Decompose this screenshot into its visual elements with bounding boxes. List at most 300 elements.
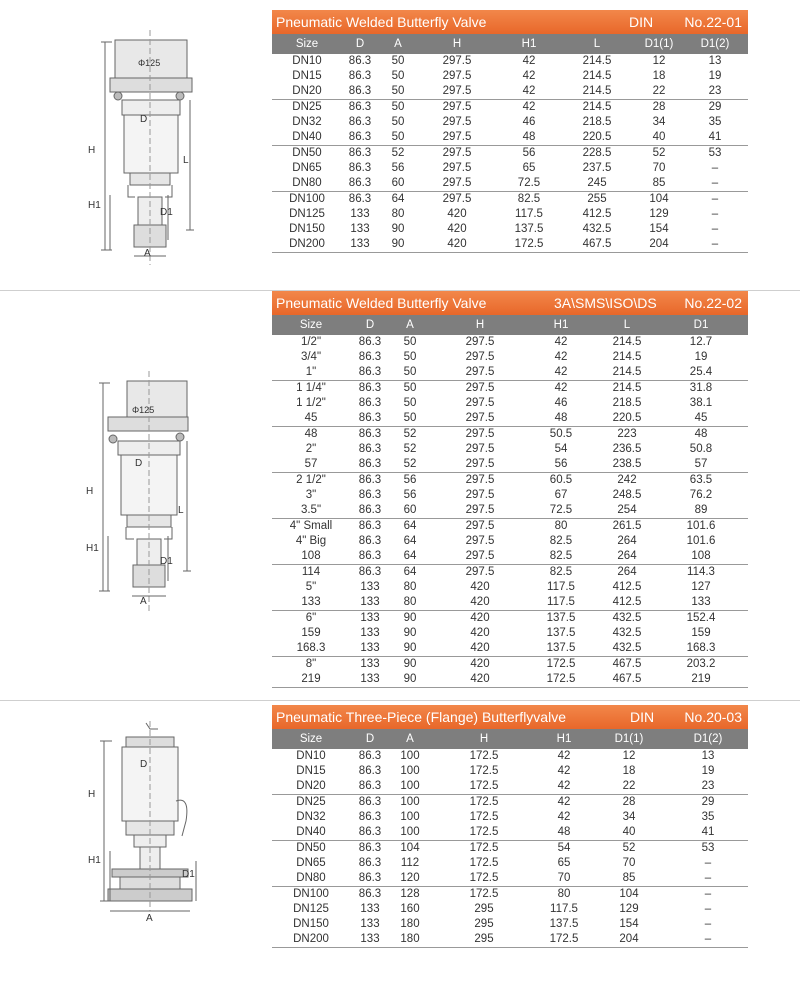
table-cell: 50 [403,412,417,424]
table-cell: 467.5 [582,238,612,250]
table-cell: 42 [554,366,568,378]
table-cell: 220.5 [582,131,612,143]
table-cell: 35 [708,116,722,128]
table-cell: 297.5 [442,131,472,143]
table-cell: 86.3 [348,70,372,82]
table-cell: 133 [360,642,380,654]
table-row [272,222,748,237]
table-cell: 133 [360,933,380,945]
dim-H-label: H [86,486,94,497]
table-cell: 19 [708,70,722,82]
table-cell: 133 [360,658,380,670]
table-cell: 52 [403,443,417,455]
table-cell: 56 [522,147,536,159]
table-cell: 297.5 [442,55,472,67]
table-cell: 86.3 [358,796,382,808]
table-cell: 168.3 [296,642,326,654]
table-cell: 220.5 [612,412,642,424]
column-header: H1 [521,38,537,50]
table-cell: 297.5 [465,535,495,547]
column-header: D1(2) [700,38,730,50]
table-cell: 261.5 [612,520,642,532]
column-header: H1 [553,319,569,331]
table-cell: DN150 [293,918,329,930]
actuator-valve-diagram [0,291,270,700]
table-cell: 86.3 [358,458,382,470]
column-header: L [593,38,601,50]
table-cell: – [704,933,712,945]
table-cell: 65 [557,857,571,869]
table-cell: 86.3 [358,504,382,516]
table-cell: 54 [557,842,571,854]
table-cell: 172.5 [469,872,499,884]
table-row [272,146,748,161]
table-cell: 41 [708,131,722,143]
column-header: D1(2) [693,733,723,745]
table-cell: 86.3 [358,443,382,455]
table-cell: 218.5 [582,116,612,128]
table-cell: DN32 [292,116,322,128]
table-cell: DN200 [293,933,329,945]
table-cell: 86.3 [358,811,382,823]
table-cell: 50 [403,351,417,363]
table-cell: 3.5" [300,504,322,516]
table-row [272,69,748,84]
column-header: D [355,38,365,50]
table-cell: 133 [301,596,321,608]
table-cell: DN10 [292,55,322,67]
table-cell: 86.3 [358,412,382,424]
table-cell: 86.3 [348,85,372,97]
table-cell: 52 [391,147,405,159]
table-cell: 159 [301,627,321,639]
table-cell: 86.3 [358,351,382,363]
table-cell: 214.5 [582,70,612,82]
table-cell: 420 [470,627,490,639]
dim-D1-label: D1 [182,869,195,880]
table-cell: 420 [470,642,490,654]
table-cell: 129 [619,903,639,915]
table-cell: 172.5 [514,238,544,250]
table-body [272,54,748,253]
table-cell: – [711,193,719,205]
table-cell: 100 [400,811,420,823]
table-cell: 297.5 [442,101,472,113]
table-row [272,825,748,840]
table-standard: 3A\SMS\ISO\DS [554,295,657,311]
table-cell: 56 [403,474,417,486]
table-cell: 80 [554,520,568,532]
table-cell: 420 [470,596,490,608]
table-cell: 180 [400,918,420,930]
table-cell: 80 [391,208,405,220]
table-cell: 104 [649,193,669,205]
table-cell: 56 [391,162,405,174]
table-cell: 420 [447,223,467,235]
dia-label: Φ125 [138,58,161,68]
table-cell: 82.5 [517,193,541,205]
spec-table-22-01 [272,10,748,253]
table-cell: – [704,872,712,884]
table-cell: 137.5 [546,642,576,654]
valve-drawing-20-03 [0,701,270,980]
table-title: Pneumatic Three-Piece (Flange) Butterflyvalve [276,709,566,725]
table-cell: 90 [391,223,405,235]
table-cell: 137.5 [549,918,579,930]
table-cell: – [711,238,719,250]
table-cell: 50 [403,397,417,409]
table-cell: 432.5 [582,223,612,235]
row-group [272,841,748,887]
table-cell: 133 [360,918,380,930]
table-cell: 133 [360,673,380,685]
table-cell: DN25 [292,101,322,113]
table-cell: 86.3 [358,366,382,378]
table-cell: 172.5 [469,780,499,792]
table-cell: 297.5 [465,566,495,578]
table-cell: 133 [360,596,380,608]
table-cell: 238.5 [612,458,642,470]
table-cell: 172.5 [469,796,499,808]
table-cell: 237.5 [582,162,612,174]
table-header-row [272,729,748,749]
table-cell: 60 [391,177,405,189]
table-cell: 86.3 [358,428,382,440]
table-cell: 228.5 [582,147,612,159]
table-cell: 172.5 [469,765,499,777]
table-cell: 53 [708,147,722,159]
table-row [272,237,748,252]
table-cell: 242 [617,474,637,486]
table-cell: 432.5 [612,627,642,639]
table-cell: 154 [649,223,669,235]
table-cell: 420 [470,581,490,593]
table-cell: 432.5 [612,612,642,624]
table-cell: DN20 [292,85,322,97]
table-cell: 38.1 [689,397,713,409]
table-cell: DN80 [292,177,322,189]
table-cell: DN100 [293,888,329,900]
table-cell: 297.5 [465,351,495,363]
table-cell: 42 [557,765,571,777]
table-cell: 5" [305,581,317,593]
table-cell: DN50 [296,842,326,854]
table-cell: 63.5 [689,474,713,486]
table-row [272,657,748,672]
table-row [272,350,748,365]
table-row [272,130,748,145]
table-cell: 40 [652,131,666,143]
table-row [272,856,748,871]
row-group [272,473,748,519]
table-cell: DN65 [292,162,322,174]
table-cell: 159 [691,627,711,639]
table-cell: 86.3 [348,131,372,143]
table-cell: 80 [557,888,571,900]
table-cell: 50 [391,131,405,143]
table-cell: 86.3 [358,382,382,394]
table-cell: 214.5 [612,366,642,378]
row-group [272,519,748,565]
table-cell: 65 [522,162,536,174]
table-cell: DN40 [296,826,326,838]
table-cell: 297.5 [442,70,472,82]
table-cell: 1/2" [300,336,322,348]
table-row [272,565,748,580]
table-cell: 13 [708,55,722,67]
table-cell: DN40 [292,131,322,143]
table-row [272,503,748,518]
valve-drawing-22-01 [0,0,270,290]
table-cell: 420 [447,208,467,220]
table-row [272,841,748,856]
table-cell: 104 [400,842,420,854]
table-cell: 297.5 [442,85,472,97]
table-title: Pneumatic Welded Butterfly Valve [276,14,487,30]
column-header: D1 [693,319,709,331]
dim-D-label: D [140,114,148,125]
table-cell: 50 [391,70,405,82]
table-cell: – [711,162,719,174]
table-row [272,519,748,534]
table-row [272,427,748,442]
dim-L-label: L [183,155,189,166]
table-cell: 86.3 [358,780,382,792]
table-body [272,749,748,948]
table-cell: 86.3 [348,177,372,189]
table-cell: 432.5 [612,642,642,654]
table-cell: 52 [622,842,636,854]
column-header: D1(1) [644,38,674,50]
table-cell: 117.5 [550,903,578,915]
table-cell: 19 [701,765,715,777]
column-header: Size [299,733,323,745]
table-cell: 203.2 [686,658,716,670]
table-cell: 214.5 [612,382,642,394]
table-cell: 172.5 [469,750,499,762]
table-cell: 18 [652,70,666,82]
table-row [272,473,748,488]
column-header: A [394,38,402,50]
table-cell: 223 [617,428,637,440]
table-cell: 295 [474,933,494,945]
row-group [272,335,748,381]
table-cell: 129 [649,208,669,220]
table-row [272,764,748,779]
table-cell: 70 [557,872,571,884]
table-cell: 48 [694,428,708,440]
table-cell: 12.7 [689,336,713,348]
spec-table-20-03 [272,705,748,948]
table-cell: 22 [622,780,636,792]
table-cell: 42 [522,85,536,97]
table-cell: 254 [617,504,637,516]
table-cell: 133 [350,238,370,250]
table-cell: 172.5 [469,811,499,823]
table-cell: 85 [652,177,666,189]
table-cell: 80 [403,581,417,593]
table-cell: – [704,918,712,930]
table-cell: 70 [652,162,666,174]
table-banner [272,10,748,34]
table-cell: 12 [652,55,666,67]
table-cell: 13 [701,750,715,762]
table-cell: 60.5 [549,474,573,486]
table-cell: 42 [557,796,571,808]
table-cell: – [704,903,712,915]
table-cell: 100 [400,826,420,838]
table-cell: 76.2 [689,489,713,501]
table-standard: DIN [630,709,655,725]
table-cell: 86.3 [358,566,382,578]
table-header-row [272,315,748,335]
table-cell: 86.3 [358,888,382,900]
table-cell: 45 [304,412,318,424]
table-cell: 34 [622,811,636,823]
table-cell: 67 [554,489,568,501]
table-cell: 64 [403,535,417,547]
table-cell: DN65 [296,857,326,869]
table-cell: 412.5 [612,581,642,593]
table-cell: 172.5 [469,857,499,869]
table-number: No.20-03 [684,709,742,725]
table-cell: 127 [691,581,711,593]
table-banner [272,705,748,729]
section-20-03 [0,701,800,980]
table-cell: 54 [554,443,568,455]
table-cell: 297.5 [465,520,495,532]
table-cell: 297.5 [465,336,495,348]
table-cell: 90 [403,627,417,639]
table-standard: DIN [629,14,654,30]
table-cell: 86.3 [358,857,382,869]
table-cell: 255 [587,193,607,205]
table-cell: 41 [701,826,715,838]
table-cell: 172.5 [546,658,576,670]
table-cell: 90 [391,238,405,250]
table-cell: 412.5 [582,208,612,220]
table-cell: 295 [474,903,494,915]
table-cell: 4" Big [295,535,327,547]
table-row [272,887,748,902]
row-group [272,54,748,100]
table-cell: 29 [701,796,715,808]
table-row [272,442,748,457]
table-cell: 2" [305,443,317,455]
table-cell: 42 [522,101,536,113]
table-cell: 8" [305,658,317,670]
table-cell: 297.5 [465,504,495,516]
table-body [272,335,748,688]
table-cell: 120 [400,872,420,884]
table-cell: 133 [691,596,711,608]
table-cell: 168.3 [686,642,716,654]
table-cell: 50.8 [689,443,713,455]
actuator-valve-diagram [0,0,270,290]
table-cell: 23 [701,780,715,792]
table-cell: 467.5 [612,673,642,685]
table-cell: 420 [470,612,490,624]
table-row [272,779,748,794]
table-cell: 264 [617,535,637,547]
table-row [272,534,748,549]
table-cell: – [704,857,712,869]
row-group [272,887,748,948]
flange-valve-diagram [0,701,270,980]
dim-A-label: A [144,248,151,259]
table-row [272,549,748,564]
column-header: Size [299,319,323,331]
table-cell: 297.5 [465,412,495,424]
table-row [272,595,748,610]
table-cell: 2 1/2" [296,474,326,486]
table-cell: 42 [557,811,571,823]
table-cell: 12 [622,750,636,762]
table-cell: 45 [694,412,708,424]
table-cell: 100 [400,796,420,808]
row-group [272,611,748,657]
table-cell: 50 [403,382,417,394]
table-cell: 48 [557,826,571,838]
table-cell: 86.3 [358,765,382,777]
table-cell: 42 [522,55,536,67]
table-cell: 82.5 [549,535,573,547]
table-row [272,611,748,626]
table-cell: 297.5 [465,474,495,486]
table-cell: 412.5 [612,596,642,608]
table-cell: 86.3 [348,101,372,113]
dim-H1-label: H1 [88,200,101,211]
table-cell: 219 [301,673,321,685]
table-cell: 297.5 [442,147,472,159]
table-cell: 64 [403,520,417,532]
table-cell: 64 [391,193,405,205]
table-cell: 297.5 [465,443,495,455]
table-row [272,115,748,130]
table-cell: 56 [554,458,568,470]
table-cell: DN15 [296,765,326,777]
table-cell: 3" [305,489,317,501]
table-cell: 3/4" [300,351,322,363]
table-cell: 46 [522,116,536,128]
table-cell: 86.3 [358,336,382,348]
row-group [272,749,748,795]
table-cell: 42 [557,780,571,792]
table-cell: 236.5 [612,443,642,455]
table-row [272,641,748,656]
table-cell: DN10 [296,750,326,762]
table-cell: 100 [400,780,420,792]
column-header: H [479,733,489,745]
table-cell: 133 [360,903,380,915]
table-cell: 218.5 [612,397,642,409]
table-cell: 101.6 [686,520,716,532]
table-cell: 152.4 [686,612,716,624]
table-cell: 86.3 [358,826,382,838]
dim-D-label: D [140,759,148,770]
table-cell: 35 [701,811,715,823]
table-cell: 80 [403,596,417,608]
table-row [272,810,748,825]
table-cell: 90 [403,673,417,685]
table-cell: DN15 [292,70,322,82]
table-cell: 137.5 [546,612,576,624]
table-cell: 56 [403,489,417,501]
table-cell: DN150 [289,223,325,235]
row-group [272,192,748,253]
table-row [272,335,748,350]
table-row [272,396,748,411]
